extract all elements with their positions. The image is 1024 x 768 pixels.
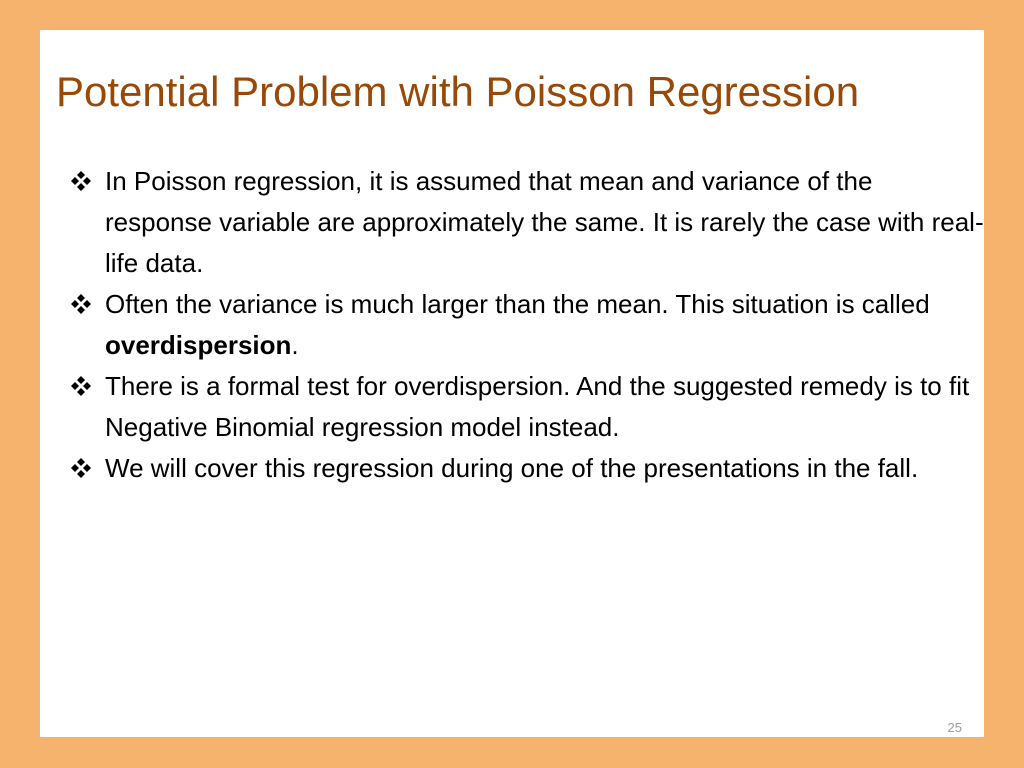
four-diamond-bullet-icon xyxy=(70,457,92,479)
four-diamond-bullet-icon xyxy=(70,375,92,397)
bullet-text-2-before: Often the variance is much larger than the mean. This situation is called xyxy=(105,289,930,319)
slide xyxy=(40,30,984,737)
four-diamond-bullet-icon xyxy=(70,170,92,192)
bullet-text-1: In Poisson regression, it is assumed that mean and variance of the response variable are approximately the same. It is rarely the case with real-life data. xyxy=(105,166,984,278)
bullet-item-2 xyxy=(70,284,985,366)
slide-number: 25 xyxy=(947,720,962,735)
bullet-item-3 xyxy=(70,366,985,448)
bullet-item-4 xyxy=(70,448,985,489)
slide-title: Potential Problem with Poisson Regression xyxy=(56,68,860,115)
bullet-text-3: There is a formal test for overdispersion. And the suggested remedy is to fit Negative Binomial regression model instead. xyxy=(105,371,970,442)
bullet-item-1 xyxy=(70,161,985,284)
bullet-text-2-after: . xyxy=(291,330,299,360)
four-diamond-bullet-icon xyxy=(70,293,92,315)
bullet-list xyxy=(70,161,985,489)
bullet-text-4: We will cover this regression during one of the presentations in the fall. xyxy=(105,453,919,483)
overdispersion-term: overdispersion xyxy=(105,330,292,360)
